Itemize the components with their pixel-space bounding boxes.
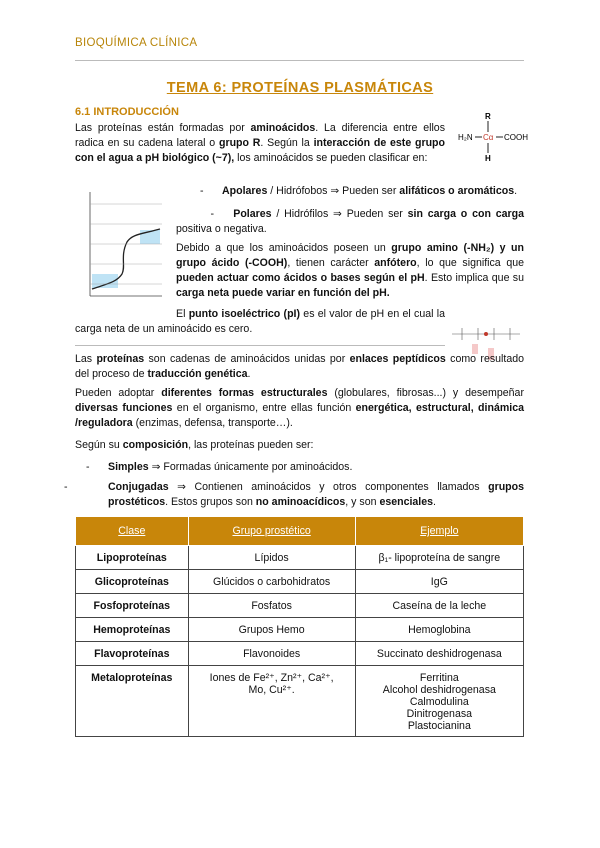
- table-row: Glicoproteínas Glúcidos o carbohidratos IgG: [76, 570, 524, 594]
- struct-h2n: H₂N: [458, 133, 473, 142]
- bullet-simples: - Simples ⇒ Formadas únicamente por aminoácidos.: [86, 461, 353, 473]
- proteins-paragraph: Las proteínas son cadenas de aminoácidos unidas por enlaces peptídicos como resultado del proceso de traducción genética.: [75, 353, 525, 380]
- bullet-polares: - Polares / Hidrófilos ⇒ Pueden ser sin carga o con carga positiva o negativa.: [176, 208, 524, 235]
- pi-paragraph: El punto isoeléctrico (pI) es el valor de pH en el cual la carga neta de un aminoácido es cero.: [75, 308, 445, 335]
- table-row: Flavoproteínas Flavonoides Succinato deshidrogenasa: [76, 642, 524, 666]
- forms-paragraph: Pueden adoptar diferentes formas estructurales (globulares, fibrosas...) y desempeñar diversas funciones en el organismo, entre ellas función energética, estructural, dinámica /reguladora (enzimas, defensa, transporte…).: [75, 387, 524, 429]
- struct-h: H: [485, 154, 491, 163]
- bullet-conjugadas: - Conjugadas ⇒ Contienen aminoácidos y otros componentes llamados grupos prostéticos. Estos grupos son no aminoacídicos, y son esenciales.: [64, 481, 524, 508]
- protein-class-table: [75, 516, 524, 737]
- amino-acid-structure-icon: [448, 110, 530, 166]
- table-row: Lipoproteínas Lípidos β₁- lipoproteína de sangre: [76, 546, 524, 570]
- col-header-ejemplo: Ejemplo: [355, 517, 523, 546]
- bullet-apolares: - Apolares / Hidrófobos ⇒ Pueden ser alifáticos o aromáticos.: [200, 185, 518, 197]
- header-rule: [75, 60, 524, 61]
- amphoteric-paragraph: Debido a que los aminoácidos poseen un grupo amino (-NH₂) y un grupo ácido (-COOH), tienen carácter anfótero, lo que significa que pueden actuar como ácidos o bases según el pH. Esto implica que su carga neta puede variar en función del pH.: [176, 242, 524, 299]
- struct-r: R: [485, 112, 491, 121]
- divider: [75, 345, 445, 346]
- col-header-grupo: Grupo prostético: [188, 517, 355, 546]
- struct-cooh: COOH: [504, 133, 528, 142]
- composition-paragraph: Según su composición, las proteínas pueden ser:: [75, 439, 314, 451]
- running-header: BIOQUÍMICA CLÍNICA: [75, 37, 198, 49]
- intro-paragraph: Las proteínas están formadas por aminoácidos. La diferencia entre ellos radica en su cadena lateral o grupo R. Según la interacción de este grupo con el agua a pH biológico (~7), los aminoácidos se pueden clasificar en:: [75, 122, 445, 164]
- section-heading: 6.1 INTRODUCCIÓN: [75, 106, 179, 118]
- table-row: Metaloproteínas Iones de Fe²⁺, Zn²⁺, Ca²⁺, Mo, Cu²⁺. Ferritina Alcohol deshidrogenasa Calmodulina Dinitrogenasa Plastocianina: [76, 666, 524, 737]
- struct-ca: Cα: [483, 133, 494, 142]
- titration-curve-figure: [82, 184, 166, 302]
- table-row: Hemoproteínas Grupos Hemo Hemoglobina: [76, 618, 524, 642]
- col-header-clase: Clase: [76, 517, 189, 546]
- table-row: Fosfoproteínas Fosfatos Caseína de la leche: [76, 594, 524, 618]
- page-title: TEMA 6: PROTEÍNAS PLASMÁTICAS: [166, 80, 434, 96]
